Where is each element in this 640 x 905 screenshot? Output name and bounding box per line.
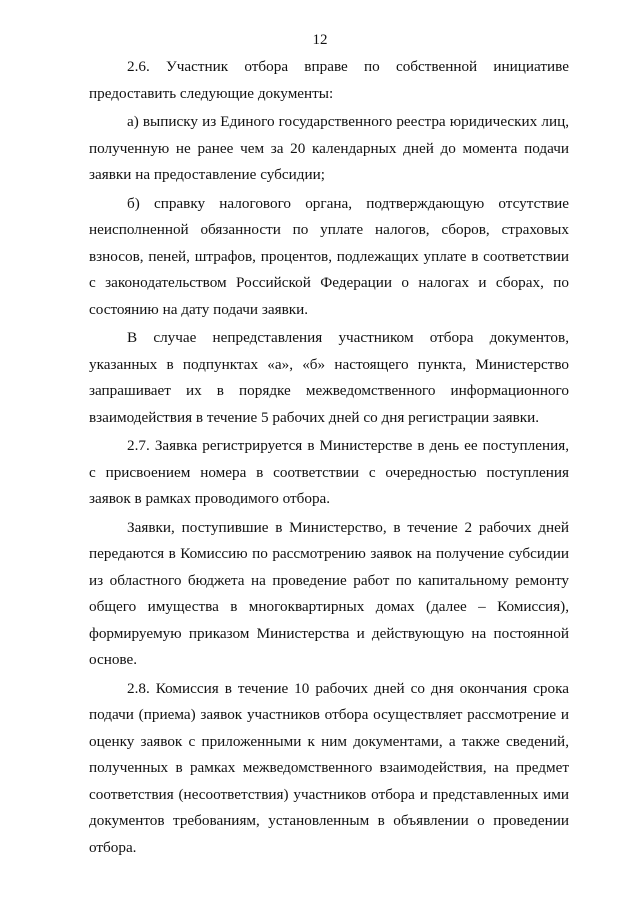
paragraph-2-6: 2.6. Участник отбора вправе по собственной инициативе предоставить следующие документы:	[89, 58, 569, 102]
paragraph-2-7: 2.7. Заявка регистрируется в Министерстве в день ее поступления, с присвоением номера в соответствии с очередностью поступления заявок в рамках проводимого отбора.	[89, 437, 569, 507]
paragraph-2-6-a: а) выписку из Единого государственного реестра юридических лиц, полученную не ранее чем за 20 календарных дней до момента подачи заявки на предоставление субсидии;	[89, 113, 569, 183]
document-body	[89, 54, 569, 861]
paragraph-2-6-note: В случае непредставления участником отбора документов, указанных в подпунктах «а», «б» настоящего пункта, Министерство запрашивает их в порядке межведомственного информационного взаимодействия в течение 5 рабочих дней со дня регистрации заявки.	[89, 329, 569, 426]
paragraph-2-8: 2.8. Комиссия в течение 10 рабочих дней со дня окончания срока подачи (приема) заявок участников отбора осуществляет рассмотрение и оценку заявок с приложенными к ним документами, а также сведений, полученных в рамках межведомственного взаимодействия, на предмет соответствия (несоответствия) участников отбора и представленных ими документов требованиям, установленным в объявлении о проведении отбора.	[89, 679, 569, 856]
paragraph-2-6-b: б) справку налогового органа, подтверждающую отсутствие неисполненной обязанности по уплате налогов, сборов, страховых взносов, пеней, штрафов, процентов, подлежащих уплате в соответствии с законодательством Российской Федерации о налогах и сборах, по состоянию на дату подачи заявки.	[89, 194, 569, 318]
paragraph-2-7-transfer: Заявки, поступившие в Министерство, в течение 2 рабочих дней передаются в Комиссию по рассмотрению заявок на получение субсидии из областного бюджета на проведение работ по капитальному ремонту общего имущества в многоквартирных домах (далее – Комиссия), формируемую приказом Министерства и действующую на постоянной основе.	[89, 518, 569, 668]
page-number: 12	[312, 32, 328, 48]
